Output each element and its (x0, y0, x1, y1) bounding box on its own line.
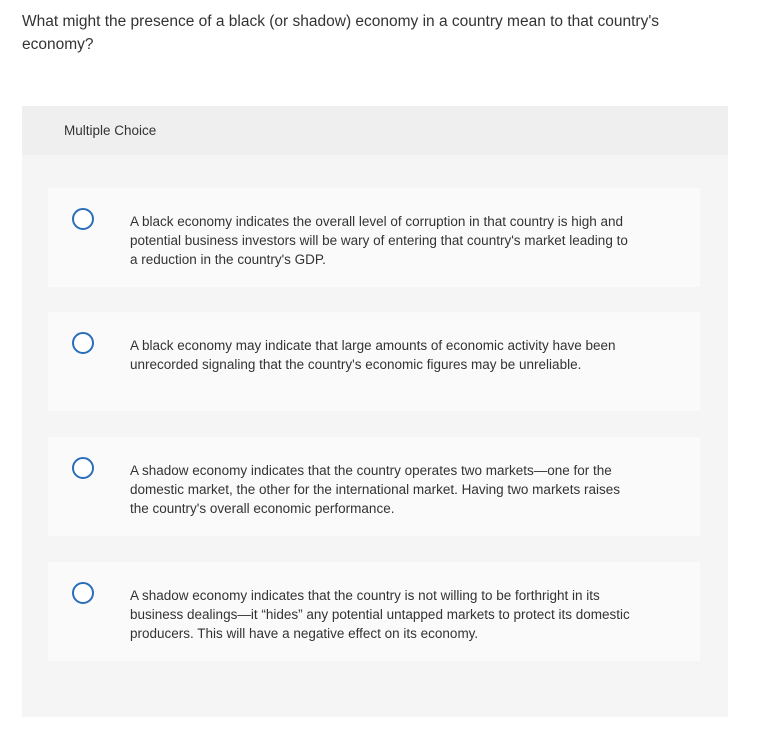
radio-button[interactable] (72, 208, 94, 230)
radio-button[interactable] (72, 332, 94, 354)
answer-option-3[interactable] (48, 437, 700, 536)
answer-option-4[interactable] (48, 562, 700, 661)
answer-panel (22, 106, 728, 717)
answer-option-1[interactable] (48, 188, 700, 287)
answer-option-2[interactable] (48, 312, 700, 411)
question-text: What might the presence of a black (or shadow) economy in a country mean to that country's economy? (22, 13, 660, 53)
question-type-label: Multiple Choice (64, 123, 157, 138)
radio-button[interactable] (72, 582, 94, 604)
radio-button[interactable] (72, 457, 94, 479)
answer-text: A shadow economy indicates that the country is not willing to be forthright in its business dealings—it “hides” any potential untapped markets to protect its domestic producers. This will have a negative effect on its economy. (130, 588, 630, 641)
answer-text: A black economy indicates the overall level of corruption in that country is high and potential business investors will be wary of entering that country's market leading to a reduction in the country's GDP. (130, 214, 628, 267)
answer-text: A black economy may indicate that large amounts of economic activity have been unrecorded signaling that the country's economic figures may be unreliable. (130, 338, 616, 372)
panel-header (22, 106, 728, 155)
answer-text: A shadow economy indicates that the country operates two markets—one for the domestic market, the other for the international market. Having two markets raises the country's overall economic performance. (130, 463, 620, 516)
